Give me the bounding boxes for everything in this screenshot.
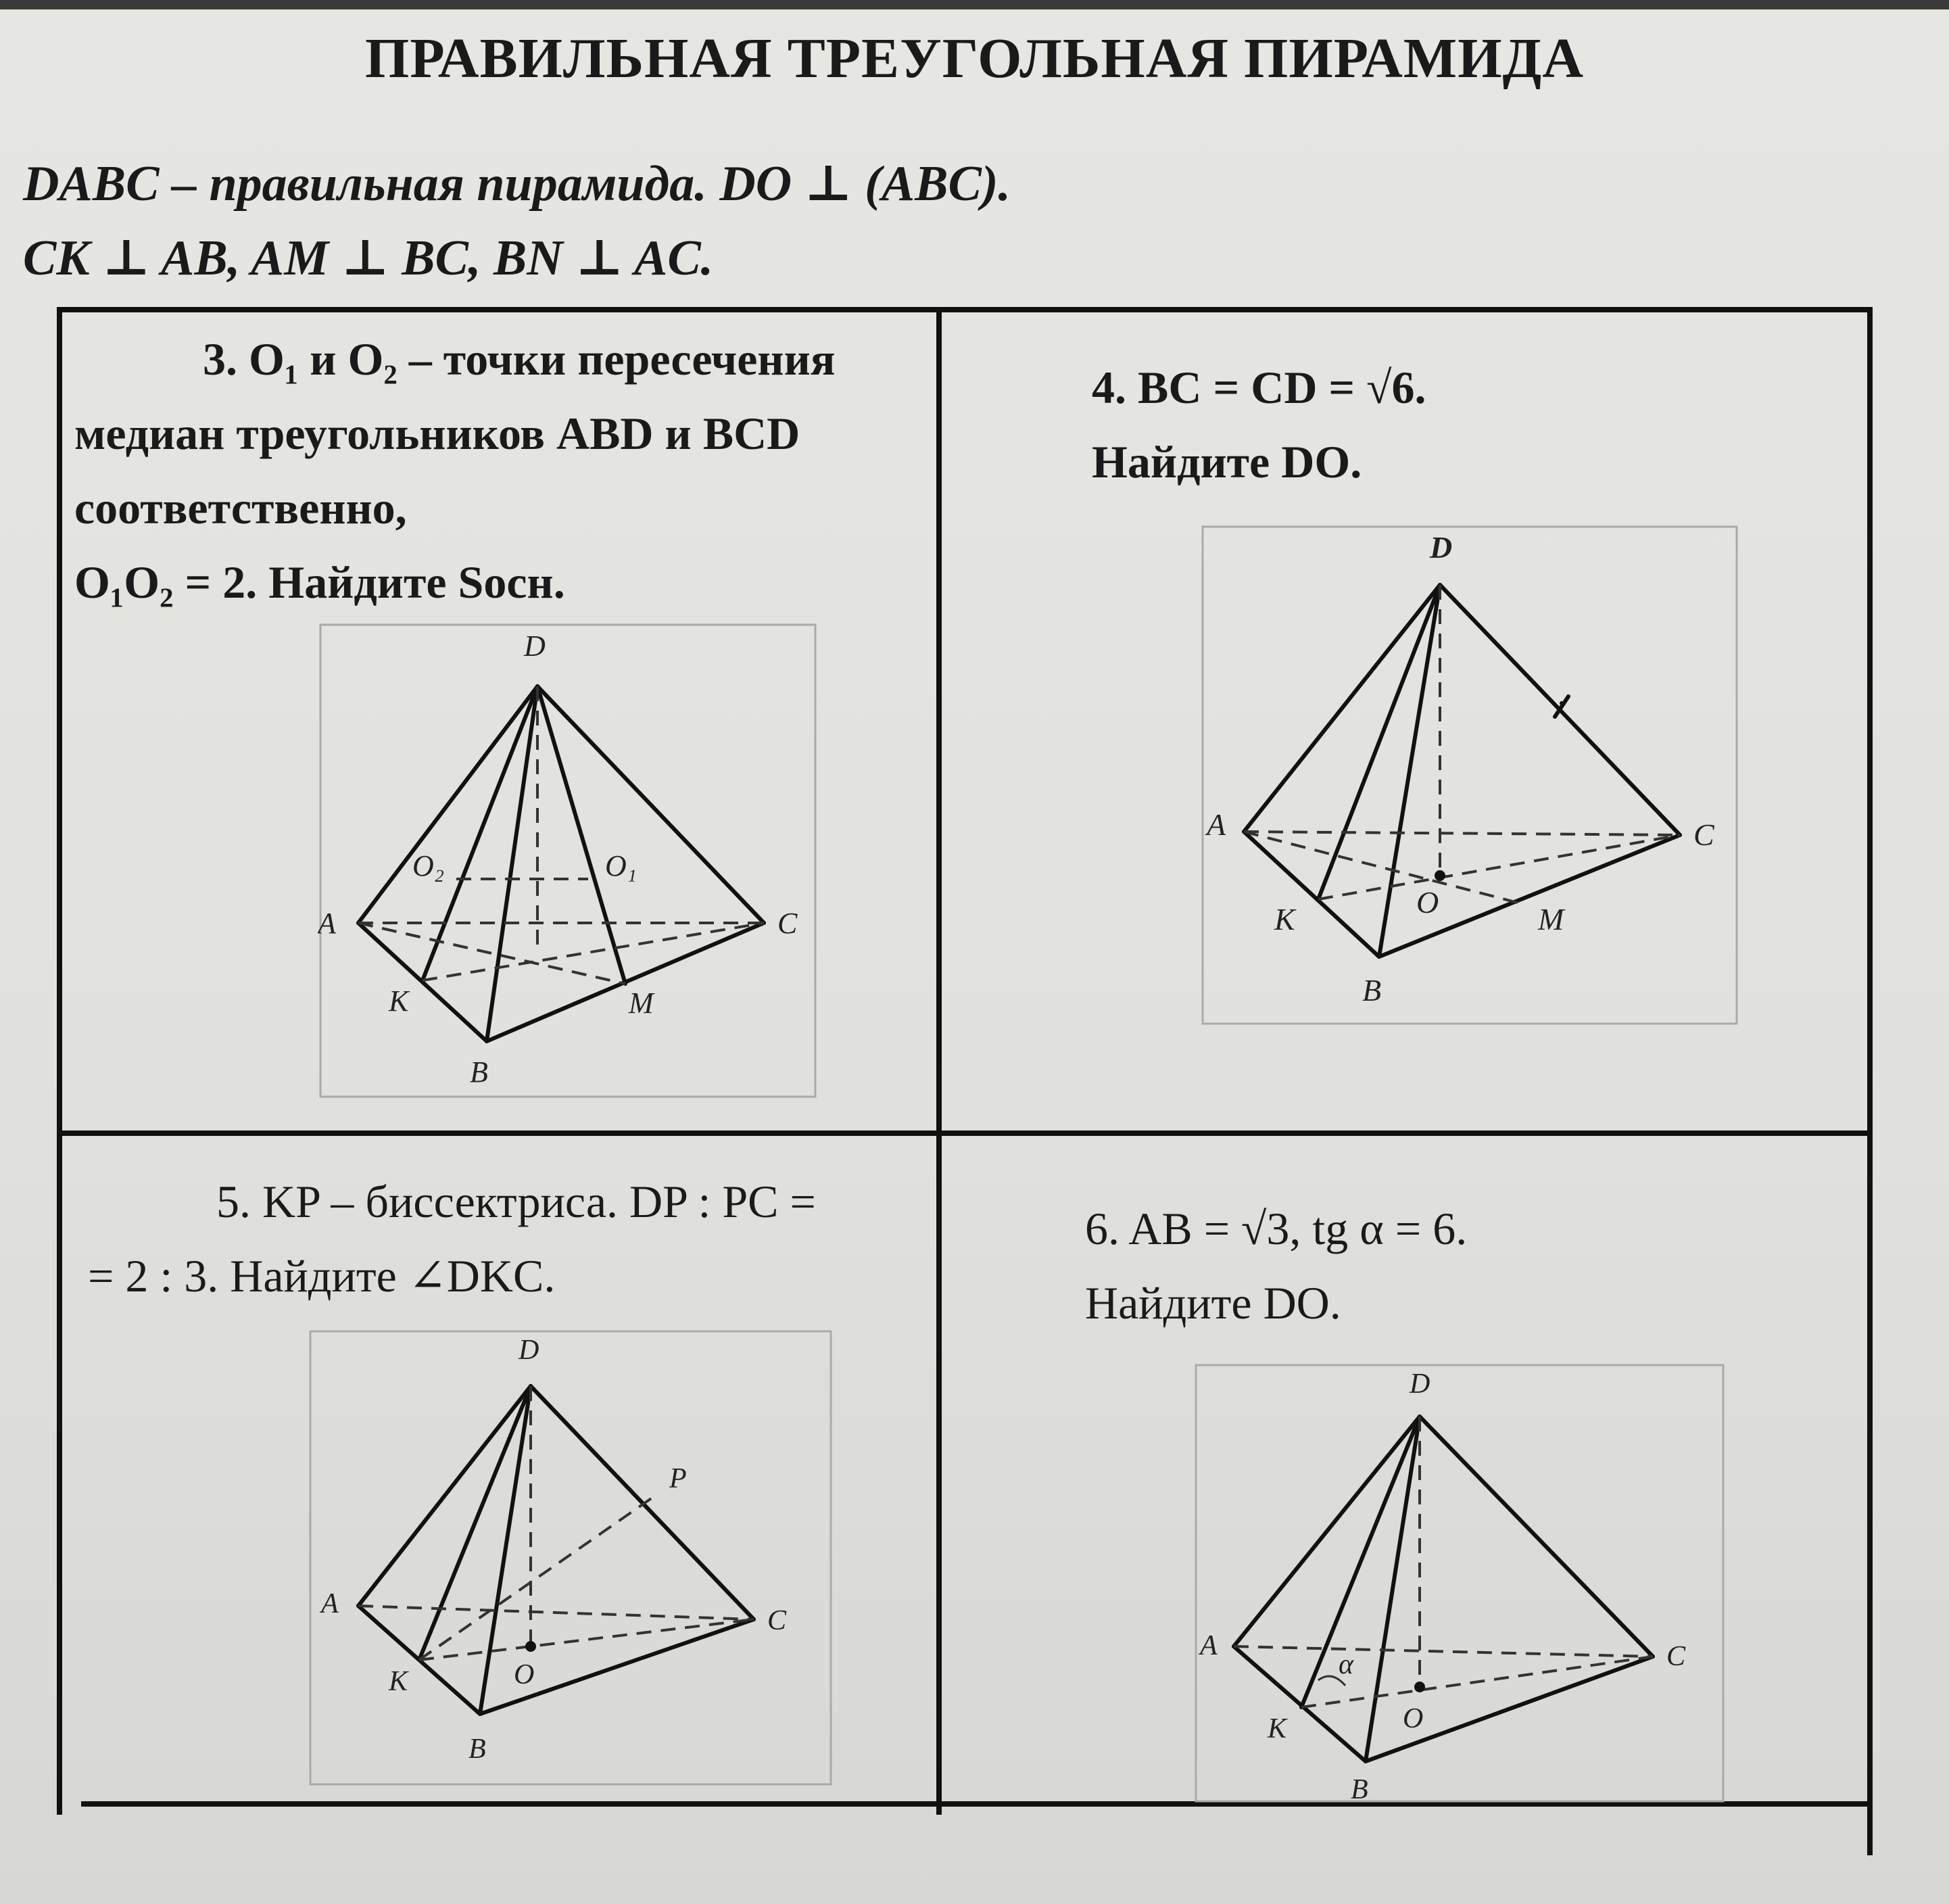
label-B: B <box>468 1734 486 1765</box>
apothem-DK <box>1301 1417 1420 1707</box>
figure-frame <box>1203 527 1737 1024</box>
apothem-DK <box>419 1386 531 1660</box>
point-O <box>1435 870 1445 881</box>
label-D: D <box>1430 530 1453 565</box>
problem-5-text <box>88 1164 933 1313</box>
figure-frame <box>320 625 815 1097</box>
problem-5-line-1: 5. KP – биссектриса. DP : PC = <box>216 1176 816 1227</box>
label-M: M <box>1538 902 1564 936</box>
problem-6-text <box>1085 1191 1829 1340</box>
label-M: M <box>629 986 654 1020</box>
label-C: C <box>767 1605 787 1636</box>
intro-line-1: DABC – правильная пирамида. DO ⊥ (ABC). <box>23 156 1011 212</box>
problem-3-line-1: 3. O₁ и O₂ – точки пересечения <box>203 333 836 385</box>
problem-3-line-3: соответственно, <box>74 482 407 533</box>
label-C: C <box>1693 817 1714 852</box>
apothem-DK <box>1318 585 1440 899</box>
problem-3-text <box>74 322 933 619</box>
label-P: P <box>669 1463 687 1494</box>
page-title: ПРАВИЛЬНАЯ ТРЕУГОЛЬНАЯ ПИРАМИДА <box>365 27 1584 90</box>
label-O: O <box>1416 885 1439 920</box>
pyramid-3-drawing <box>318 622 818 1102</box>
problem-4-line-1: 4. BC = CD = √6. <box>1092 362 1426 413</box>
edge-DA <box>1244 585 1440 832</box>
table-border-top <box>57 307 1873 312</box>
screen-top-edge <box>0 0 1949 9</box>
problem-3-figure <box>318 622 818 1102</box>
label-D: D <box>524 629 546 663</box>
table-middle-horizontal <box>57 1130 1873 1136</box>
edge-DC <box>1420 1417 1653 1657</box>
label-A: A <box>321 1588 339 1619</box>
label-A: A <box>1200 1630 1218 1661</box>
problem-3-line-4: O₁O₂ = 2. Найдите Sосн. <box>74 556 565 608</box>
problem-5-figure <box>308 1329 835 1788</box>
problem-6-figure <box>1193 1362 1727 1809</box>
problem-6-line-2: Найдите DO. <box>1085 1277 1341 1329</box>
table-middle-vertical <box>936 307 942 1815</box>
label-D: D <box>519 1335 539 1366</box>
edge-DB <box>487 686 537 1041</box>
edge-AC-hidden <box>1244 832 1680 835</box>
label-alpha: α <box>1339 1649 1354 1680</box>
label-B: B <box>470 1055 488 1089</box>
problem-4-text <box>1092 350 1835 499</box>
edge-DC <box>531 1386 754 1619</box>
label-K: K <box>389 1666 408 1697</box>
edge-DA <box>1234 1417 1420 1646</box>
label-O1: O₁ <box>605 849 637 882</box>
edge-AC-hidden <box>358 1606 754 1619</box>
label-O: O <box>1403 1703 1424 1734</box>
label-O: O <box>514 1659 535 1690</box>
label-D: D <box>1410 1368 1430 1400</box>
label-C: C <box>1666 1641 1686 1672</box>
pyramid-4-drawing <box>1200 524 1741 1031</box>
edge-AC-hidden <box>1234 1646 1653 1657</box>
label-K: K <box>1268 1713 1287 1744</box>
label-B: B <box>1362 973 1382 1007</box>
table-border-right <box>1867 307 1873 1855</box>
label-B: B <box>1351 1774 1368 1805</box>
label-O2: O₂ <box>412 849 445 882</box>
label-A: A <box>1207 807 1226 842</box>
point-O <box>1414 1682 1425 1692</box>
median-CK <box>423 923 764 980</box>
label-K: K <box>389 984 409 1018</box>
pyramid-6-drawing <box>1193 1362 1727 1809</box>
intro-line-2: CK ⊥ AB, AM ⊥ BC, BN ⊥ AC. <box>23 231 714 286</box>
problem-4-line-2: Найдите DO. <box>1092 436 1362 487</box>
problem-6-line-1: 6. AB = √3, tg α = 6. <box>1085 1203 1468 1254</box>
label-C: C <box>777 907 798 940</box>
median-AM <box>358 923 625 984</box>
problem-5-line-2: = 2 : 3. Найдите ∠DKC. <box>88 1250 556 1302</box>
median-DK <box>423 686 537 980</box>
median-CK <box>1318 835 1680 899</box>
problem-3-line-2: медиан треугольников ABD и BCD <box>74 408 800 459</box>
figure-frame <box>310 1331 831 1784</box>
segment-KC <box>1301 1657 1653 1707</box>
edge-AB <box>1244 832 1379 957</box>
problem-4-figure <box>1200 524 1741 1031</box>
label-A: A <box>318 907 336 940</box>
point-O <box>525 1641 536 1652</box>
pyramid-5-drawing <box>308 1329 835 1788</box>
label-K: K <box>1274 902 1295 936</box>
table-border-left <box>57 307 62 1815</box>
edge-DA <box>358 1386 531 1606</box>
